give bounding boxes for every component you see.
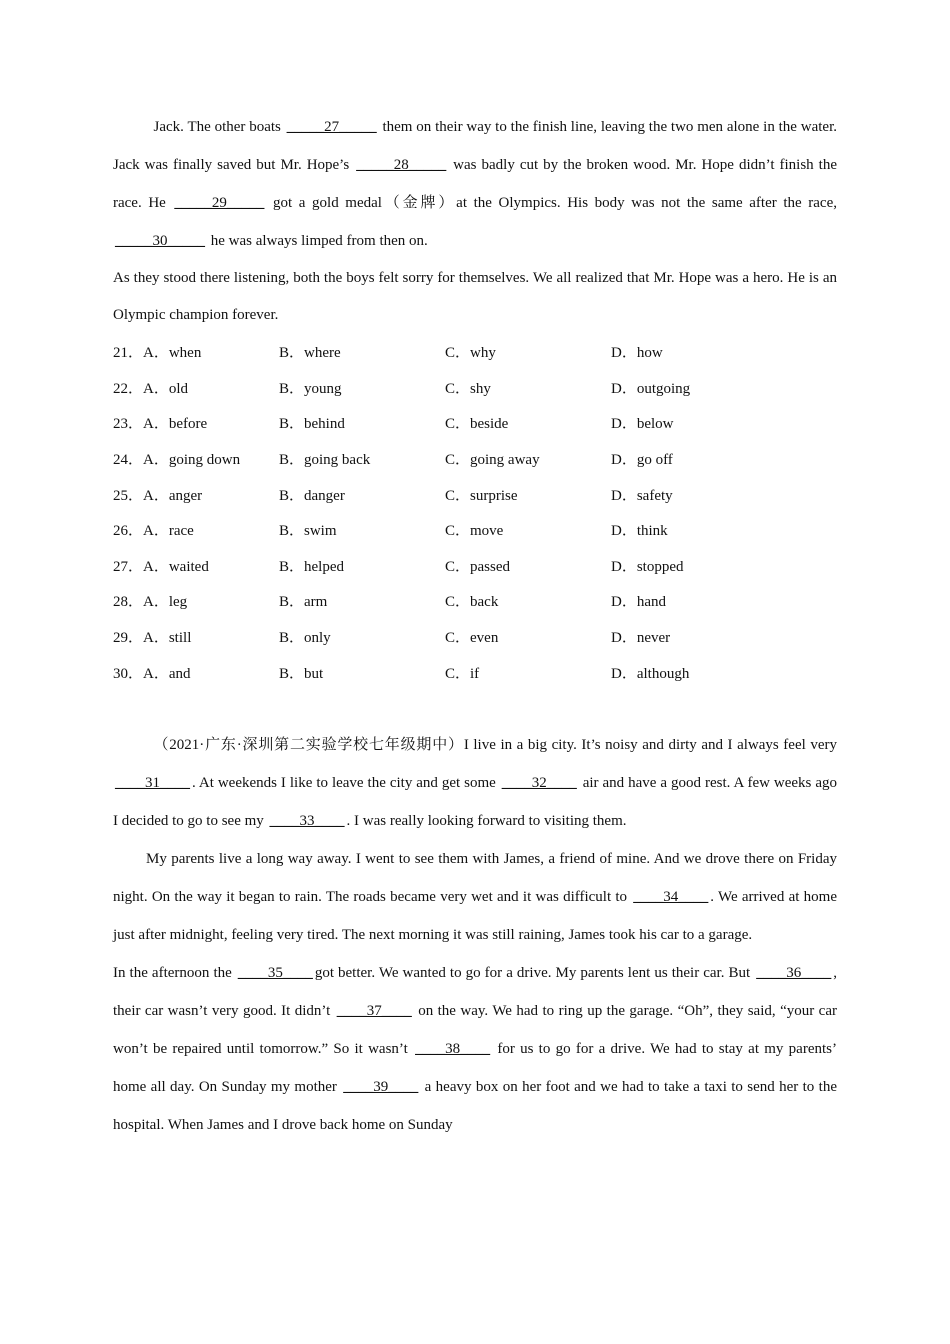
option-d[interactable]: D．below xyxy=(611,416,674,433)
option-b[interactable]: B．where xyxy=(279,345,341,362)
option-d[interactable]: D．never xyxy=(611,630,671,647)
option-cell xyxy=(113,619,279,655)
question-number: 29． xyxy=(113,630,144,647)
option-d[interactable]: D．go off xyxy=(611,452,673,469)
blank-36[interactable]: ____36____ xyxy=(756,964,832,981)
option-c[interactable]: C．move xyxy=(445,523,504,540)
option-cell xyxy=(445,441,611,477)
option-a[interactable]: A．leg xyxy=(143,594,188,611)
option-d[interactable]: D．how xyxy=(611,345,663,362)
option-cell xyxy=(279,512,445,548)
passage1-paragraph2: As they stood there listening, both the boys felt sorry for themselves. We all realized that Mr. Hope was a hero. He is an Olympic champion forever. xyxy=(113,270,837,323)
text: them on their way to the finish line, leaving the two men alone in the water. Jack was finally saved but Mr. Hope’s xyxy=(113,119,837,173)
text: got better. We wanted to go for a drive. My parents lent us their car. But xyxy=(314,964,755,981)
question-number: 21． xyxy=(113,345,144,362)
text: Jack. The other boats xyxy=(153,119,285,135)
document-page xyxy=(113,108,837,1144)
option-c[interactable]: C．going away xyxy=(445,452,540,469)
option-cell xyxy=(445,370,611,406)
option-cell xyxy=(279,548,445,584)
option-cell xyxy=(279,619,445,655)
option-d[interactable]: D．hand xyxy=(611,594,666,611)
option-row xyxy=(113,405,837,441)
option-d[interactable]: D．outgoing xyxy=(611,380,691,397)
blank-32[interactable]: ____32____ xyxy=(501,774,577,791)
section-spacer xyxy=(113,690,837,726)
text: got a gold medal（金牌）at the Olympics. His body was not the same after the race, xyxy=(266,195,837,211)
option-c[interactable]: C．shy xyxy=(445,380,491,397)
text: . We arrived at home just after midnight, feeling very tired. The next morning it was still raining, James took his car to a garage. xyxy=(113,888,837,943)
option-cell xyxy=(445,512,611,548)
option-cell xyxy=(279,654,445,690)
option-cell xyxy=(113,548,279,584)
option-cell xyxy=(113,334,279,370)
option-b[interactable]: B．swim xyxy=(279,523,337,540)
option-cell xyxy=(279,405,445,441)
option-cell xyxy=(113,654,279,690)
question-number: 22． xyxy=(113,380,144,397)
option-a[interactable]: A．race xyxy=(143,523,194,540)
option-d[interactable]: D．stopped xyxy=(611,558,684,575)
passage2-paragraph3 xyxy=(113,954,837,1144)
passage1-paragraph1 xyxy=(113,108,837,260)
option-d[interactable]: D．think xyxy=(611,523,668,540)
text: on the way. We had to ring up the garage. “Oh”, they said, “your car won’t be repaired until tomorrow.” So it wasn’t xyxy=(113,1002,837,1057)
option-a[interactable]: A．before xyxy=(143,416,208,433)
option-a[interactable]: A．anger xyxy=(143,487,203,504)
option-a[interactable]: A．still xyxy=(143,630,192,647)
text: air and have a good rest. A few weeks ago I decided to go to see my xyxy=(113,774,837,829)
blank-37[interactable]: ____37____ xyxy=(336,1002,412,1019)
option-c[interactable]: C．if xyxy=(445,665,480,682)
option-cell xyxy=(113,370,279,406)
option-cell xyxy=(279,476,445,512)
option-cell xyxy=(445,405,611,441)
option-row xyxy=(113,476,837,512)
blank-27[interactable]: _____27_____ xyxy=(286,119,377,135)
option-cell xyxy=(445,583,611,619)
option-a[interactable]: A．going down xyxy=(143,452,241,469)
option-cell xyxy=(445,476,611,512)
option-cell xyxy=(611,334,837,370)
options-table xyxy=(113,334,837,690)
text: for us to go for a drive. We had to stay at my parents’ home all day. On Sunday my mother xyxy=(113,1040,837,1095)
blank-35[interactable]: ____35____ xyxy=(237,964,313,981)
text: In the afternoon the xyxy=(113,964,236,981)
passage2-paragraph2 xyxy=(113,840,837,954)
option-row xyxy=(113,512,837,548)
text: . I was really looking forward to visiting them. xyxy=(346,812,627,829)
option-cell xyxy=(611,441,837,477)
option-cell xyxy=(445,619,611,655)
option-cell xyxy=(279,334,445,370)
option-cell xyxy=(113,512,279,548)
option-cell xyxy=(113,476,279,512)
text: he was always limped from then on. xyxy=(207,233,428,249)
option-cell xyxy=(113,583,279,619)
text: was badly cut by the broken wood. Mr. Hope didn’t finish the race. He xyxy=(113,157,837,211)
option-a[interactable]: A．waited xyxy=(143,558,209,575)
option-row xyxy=(113,548,837,584)
question-number: 26． xyxy=(113,523,144,540)
option-c[interactable]: C．back xyxy=(445,594,499,611)
option-c[interactable]: C．beside xyxy=(445,416,509,433)
question-number: 30． xyxy=(113,665,144,682)
blank-31[interactable]: ____31____ xyxy=(115,774,190,791)
blank-30[interactable]: _____30_____ xyxy=(115,233,205,249)
option-cell xyxy=(611,512,837,548)
option-cell xyxy=(611,370,837,406)
option-b[interactable]: B．only xyxy=(279,630,331,647)
blank-39[interactable]: ____39____ xyxy=(343,1078,419,1095)
option-cell xyxy=(611,476,837,512)
option-cell xyxy=(611,583,837,619)
option-row xyxy=(113,583,837,619)
question-number: 28． xyxy=(113,594,144,611)
option-c[interactable]: C．passed xyxy=(445,558,510,575)
blank-34[interactable]: ____34____ xyxy=(633,888,709,905)
option-b[interactable]: B．arm xyxy=(279,594,328,611)
question-number: 23． xyxy=(113,416,144,433)
option-cell xyxy=(611,405,837,441)
option-d[interactable]: D．although xyxy=(611,665,690,682)
option-b[interactable]: B．but xyxy=(279,665,324,682)
option-c[interactable]: C．why xyxy=(445,345,496,362)
option-b[interactable]: B．going back xyxy=(279,452,371,469)
option-row xyxy=(113,334,837,370)
blank-38[interactable]: ____38____ xyxy=(415,1040,491,1057)
text: （2021·广东·深圳第二实验学校七年级期中）I live in a big city. It’s noisy and dirty and I always feel very xyxy=(153,736,837,753)
option-a[interactable]: A．old xyxy=(143,380,189,397)
question-number: 24． xyxy=(113,452,144,469)
option-b[interactable]: B．danger xyxy=(279,487,345,504)
option-cell xyxy=(113,441,279,477)
option-cell xyxy=(279,370,445,406)
option-cell xyxy=(611,548,837,584)
option-row xyxy=(113,619,837,655)
option-c[interactable]: C．surprise xyxy=(445,487,518,504)
option-cell xyxy=(445,334,611,370)
option-cell xyxy=(611,619,837,655)
option-cell xyxy=(113,405,279,441)
option-row xyxy=(113,654,837,690)
blank-33[interactable]: ____33____ xyxy=(269,812,345,829)
passage2-paragraph1 xyxy=(113,726,837,840)
option-c[interactable]: C．even xyxy=(445,630,499,647)
option-a[interactable]: A．and xyxy=(143,665,191,682)
option-row xyxy=(113,370,837,406)
text: My parents live a long way away. I went to see them with James, a friend of mine. And we drove there on Friday night. On the way it began to rain. The roads became very wet and it was difficult to xyxy=(113,850,837,905)
option-cell xyxy=(445,654,611,690)
question-number: 27． xyxy=(113,558,144,575)
option-b[interactable]: B．helped xyxy=(279,558,344,575)
option-a[interactable]: A．when xyxy=(143,345,202,362)
question-number: 25． xyxy=(113,487,144,504)
option-d[interactable]: D．safety xyxy=(611,487,673,504)
text: . At weekends I like to leave the city and get some xyxy=(192,774,500,791)
text: , their car wasn’t very good. It didn’t xyxy=(113,964,837,1019)
option-cell xyxy=(279,441,445,477)
option-b[interactable]: B．behind xyxy=(279,416,345,433)
option-b[interactable]: B．young xyxy=(279,380,342,397)
blank-29[interactable]: _____29_____ xyxy=(174,195,265,211)
option-row xyxy=(113,441,837,477)
text: a heavy box on her foot and we had to take a taxi to send her to the hospital. When James and I drove back home on Sunday xyxy=(113,1078,837,1133)
blank-28[interactable]: _____28_____ xyxy=(356,157,447,173)
option-cell xyxy=(611,654,837,690)
option-cell xyxy=(279,583,445,619)
option-cell xyxy=(445,548,611,584)
